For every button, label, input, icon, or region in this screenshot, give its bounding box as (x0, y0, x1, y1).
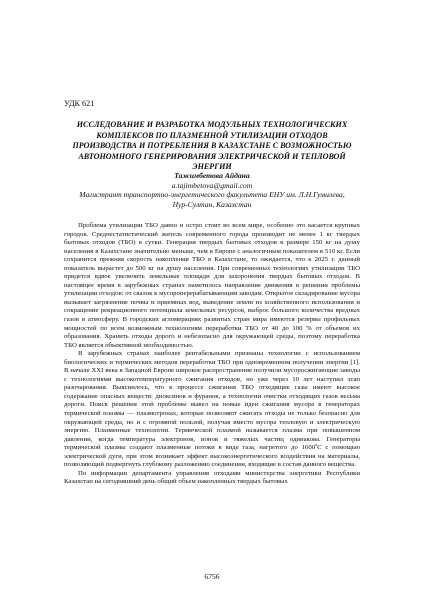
paper-title: ИССЛЕДОВАНИЕ И РАЗРАБОТКА МОДУЛЬНЫХ ТЕХНОЛОГИЧЕСКИХ КОМПЛЕКСОВ ПО ПЛАЗМЕННОЙ УТИЛИЗАЦИИ ОТХОДОВ ПРОИЗВОДСТВА И ПОТРЕБЛЕНИЯ В КАЗАХСТАНЕ С ВОЗМОЖНОСТЬЮ АВТОНОМНОГО ГЕНЕРИРОВАНИЯ ЭЛЕКТРИЧЕСКОЙ И ТЕПЛОВОЙ ЭНЕРГИИ (72, 120, 352, 172)
body-text (64, 222, 360, 487)
paragraph: Проблема утилизации ТБО давно и остро стоит во всем мире, особенно это касается крупных городов. Среднестатистический житель современного города производит не менее 1 кг твердых бытовых отходов (ТБО) в сутки. Генерация твердых бытовых отходов в размере 150 кг на душу населения в Казахстане значительно меньше, чем в Европе с аналогичным показателем в 510 кг. Если сохранится прежняя скорость накопления ТБО в Казахстане, то ожидается, что к 2025 г. данный показатель вырастет до 500 кг на душу населения. При современных технологиях утилизации ТБО придется вдвое увеличить земельные площади для захоронения твердых бытовых отходов. В настоящее время в зарубежных странах наметилось направление движения в решении проблемы утилизации отходов: от свалок к мусороперерабатывающим заводам. Открытое складирование мусора вызывает загрязнение почвы и приемных вод, выведение земли из хозяйственного использования и сокращение рекреационного потенциала земельных ресурсов, выброс большого количества вредных газов в атмосферу. В городских агломерациях развитых стран мира имеются резервы профильных мощностей по всем возможным технологиям переработки ТБО от 40 до 100 % от объемов их образования. Хранить отходы дорого и небезопасно для окружающей среды, поэтому переработка ТБО является объективной необходимостью. (64, 222, 360, 349)
paragraph: В зарубежных странах наиболее рентабельными признаны технологии с использованием биологических и термических методов переработки ТБО при одновременном получении энергии [1]. В начале XXI века в Западной Европе широкое распространение получили мусоросжигающие заводы с технологиями высокотемпературного сжигания отходов, но уже через 10 лет наступил этап разочарования. Выяснилось, что в процессе сжигания ТБО отходящие газы имеют высокое содержание опасных веществ: диоксинов и фуранов, а технологии очистки отходящих газов весьма дороги. Поиск решения этой проблемы вывел на новые идеи сжигания мусора в генераторах термической плазмы — плазмотронах, которые позволяют сжигать отходы не только безопасно для окружающей среды, но и с огромной пользой, получая вместо мусора тепловую и электрическую энергию. Плазменные технологии. Термической плазмой называется плазма при повышенном давлении, когда температура электронов, ионов и тяжелых частиц одинакова. Генераторы термической плазмы создают плазменные потоки в виде газа, нагретого до 1600ºС с помощью электрической дуги, при этом возникает эффект высокоэнергетического воздействия на материалы, позволяющий подвергнуть глубокому разложению соединения, входящие в состав данного вещества. (64, 350, 360, 469)
page-number: 6756 (204, 572, 220, 581)
author-affiliation: Магистрант транспортно-энергетического факультета ЕНУ им. Л.Н.Гумилева, (79, 190, 345, 200)
udk-code: УДК 621 (64, 99, 95, 108)
author-name: Тажимбетова Айдана (174, 171, 250, 180)
author-block (64, 171, 360, 209)
author-location: Нур-Султан, Казахстан (172, 199, 252, 209)
paragraph: По информации департамента управления отходами министерства энергетики Республики Казахстан на сегодняшний день общий объем накопленных твердых бытовых (64, 469, 360, 486)
author-email: a.tajimbetova@gmail.com (171, 180, 253, 190)
